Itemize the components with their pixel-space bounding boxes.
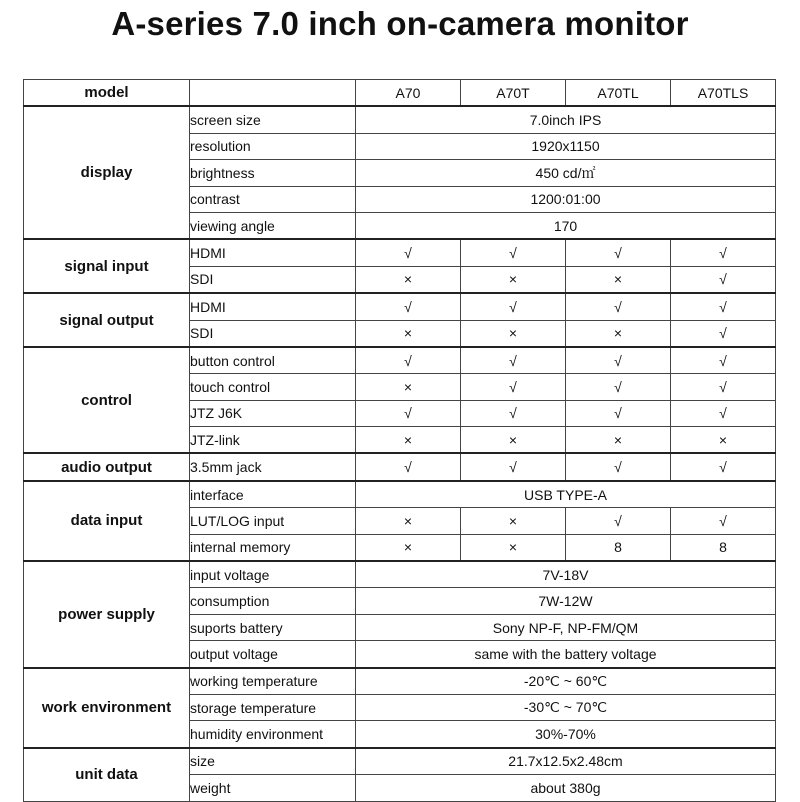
spec-value: 8: [671, 534, 776, 561]
spec-value: √: [566, 453, 671, 480]
model-name: A70: [356, 80, 461, 107]
feature-label: contrast: [190, 186, 356, 212]
feature-label: screen size: [190, 106, 356, 133]
feature-label: suports battery: [190, 614, 356, 640]
spec-value: √: [566, 239, 671, 266]
feature-label: SDI: [190, 320, 356, 347]
feature-label: touch control: [190, 374, 356, 400]
spec-value: 1920x1150: [356, 133, 776, 159]
spec-value: √: [461, 293, 566, 320]
spec-value: √: [566, 400, 671, 426]
spec-value: ×: [356, 534, 461, 561]
table-row: [24, 481, 776, 508]
model-name: A70T: [461, 80, 566, 107]
spec-value: ×: [566, 320, 671, 347]
table-row: [24, 748, 776, 775]
feature-label: JTZ-link: [190, 427, 356, 454]
spec-value: 7V-18V: [356, 561, 776, 588]
feature-label: brightness: [190, 160, 356, 186]
spec-value: ×: [356, 508, 461, 534]
spec-value: 1200:01:00: [356, 186, 776, 212]
spec-value: 21.7x12.5x2.48cm: [356, 748, 776, 775]
spec-value: -20℃ ~ 60℃: [356, 668, 776, 695]
feature-label: output voltage: [190, 641, 356, 668]
group-label: display: [24, 106, 190, 239]
spec-value: 450 cd/㎡: [356, 160, 776, 186]
spec-value: ×: [356, 266, 461, 293]
spec-value: √: [566, 347, 671, 374]
spec-value: 170: [356, 212, 776, 239]
table-row: [24, 347, 776, 374]
spec-table: [23, 79, 776, 802]
model-header: model: [24, 80, 190, 107]
table-row: [24, 668, 776, 695]
spec-value: √: [461, 239, 566, 266]
feature-label: storage temperature: [190, 694, 356, 720]
spec-value: ×: [356, 320, 461, 347]
table-row: [24, 293, 776, 320]
spec-value: ×: [461, 266, 566, 293]
table-row: [24, 453, 776, 480]
spec-value: USB TYPE-A: [356, 481, 776, 508]
spec-value: √: [671, 508, 776, 534]
spec-value: Sony NP-F, NP-FM/QM: [356, 614, 776, 640]
group-label: work environment: [24, 668, 190, 748]
spec-value: ×: [461, 508, 566, 534]
spec-value: √: [356, 347, 461, 374]
spec-value: √: [671, 453, 776, 480]
spec-value: √: [671, 320, 776, 347]
group-label: power supply: [24, 561, 190, 668]
feature-label: SDI: [190, 266, 356, 293]
spec-value: √: [671, 266, 776, 293]
spec-value: √: [671, 239, 776, 266]
spec-value: same with the battery voltage: [356, 641, 776, 668]
spec-value: √: [671, 347, 776, 374]
feature-label: working temperature: [190, 668, 356, 695]
feature-label: consumption: [190, 588, 356, 614]
spec-value: -30℃ ~ 70℃: [356, 694, 776, 720]
spec-value: √: [566, 508, 671, 534]
spec-value: √: [566, 374, 671, 400]
feature-label: weight: [190, 775, 356, 801]
model-name: A70TL: [566, 80, 671, 107]
page-title: A-series 7.0 inch on-camera monitor: [111, 5, 689, 42]
spec-value: √: [671, 374, 776, 400]
feature-label: input voltage: [190, 561, 356, 588]
group-label: audio output: [24, 453, 190, 480]
group-label: unit data: [24, 748, 190, 801]
spec-value: 8: [566, 534, 671, 561]
spec-value: ×: [461, 534, 566, 561]
spec-value: ×: [566, 266, 671, 293]
feature-label: HDMI: [190, 293, 356, 320]
spec-value: 30%-70%: [356, 721, 776, 748]
feature-label: resolution: [190, 133, 356, 159]
spec-value: √: [356, 453, 461, 480]
feature-label: LUT/LOG input: [190, 508, 356, 534]
feature-label: internal memory: [190, 534, 356, 561]
spec-value: √: [356, 400, 461, 426]
feature-label: HDMI: [190, 239, 356, 266]
spec-value: √: [461, 347, 566, 374]
spec-value: about 380g: [356, 775, 776, 801]
spec-value: √: [461, 374, 566, 400]
spec-value: ×: [461, 320, 566, 347]
spec-value: √: [566, 293, 671, 320]
table-row: [24, 561, 776, 588]
model-name: A70TLS: [671, 80, 776, 107]
feature-label: 3.5mm jack: [190, 453, 356, 480]
spec-value: ×: [356, 374, 461, 400]
spec-value: ×: [356, 427, 461, 454]
feature-label: interface: [190, 481, 356, 508]
spec-value: √: [356, 239, 461, 266]
spec-value: √: [461, 400, 566, 426]
group-label: data input: [24, 481, 190, 561]
group-label: signal input: [24, 239, 190, 293]
group-label: control: [24, 347, 190, 454]
feature-label: size: [190, 748, 356, 775]
table-row: [24, 106, 776, 133]
header-feature-blank: [190, 80, 356, 107]
spec-value: √: [356, 293, 461, 320]
spec-value: 7W-12W: [356, 588, 776, 614]
header-row: [24, 80, 776, 107]
feature-label: JTZ J6K: [190, 400, 356, 426]
table-row: [24, 239, 776, 266]
group-label: signal output: [24, 293, 190, 347]
feature-label: button control: [190, 347, 356, 374]
feature-label: viewing angle: [190, 212, 356, 239]
spec-value: √: [671, 293, 776, 320]
spec-value: √: [461, 453, 566, 480]
spec-value: ×: [671, 427, 776, 454]
spec-value: ×: [566, 427, 671, 454]
spec-table-body: [24, 80, 776, 802]
spec-value: ×: [461, 427, 566, 454]
feature-label: humidity environment: [190, 721, 356, 748]
spec-value: √: [671, 400, 776, 426]
spec-value: 7.0inch IPS: [356, 106, 776, 133]
